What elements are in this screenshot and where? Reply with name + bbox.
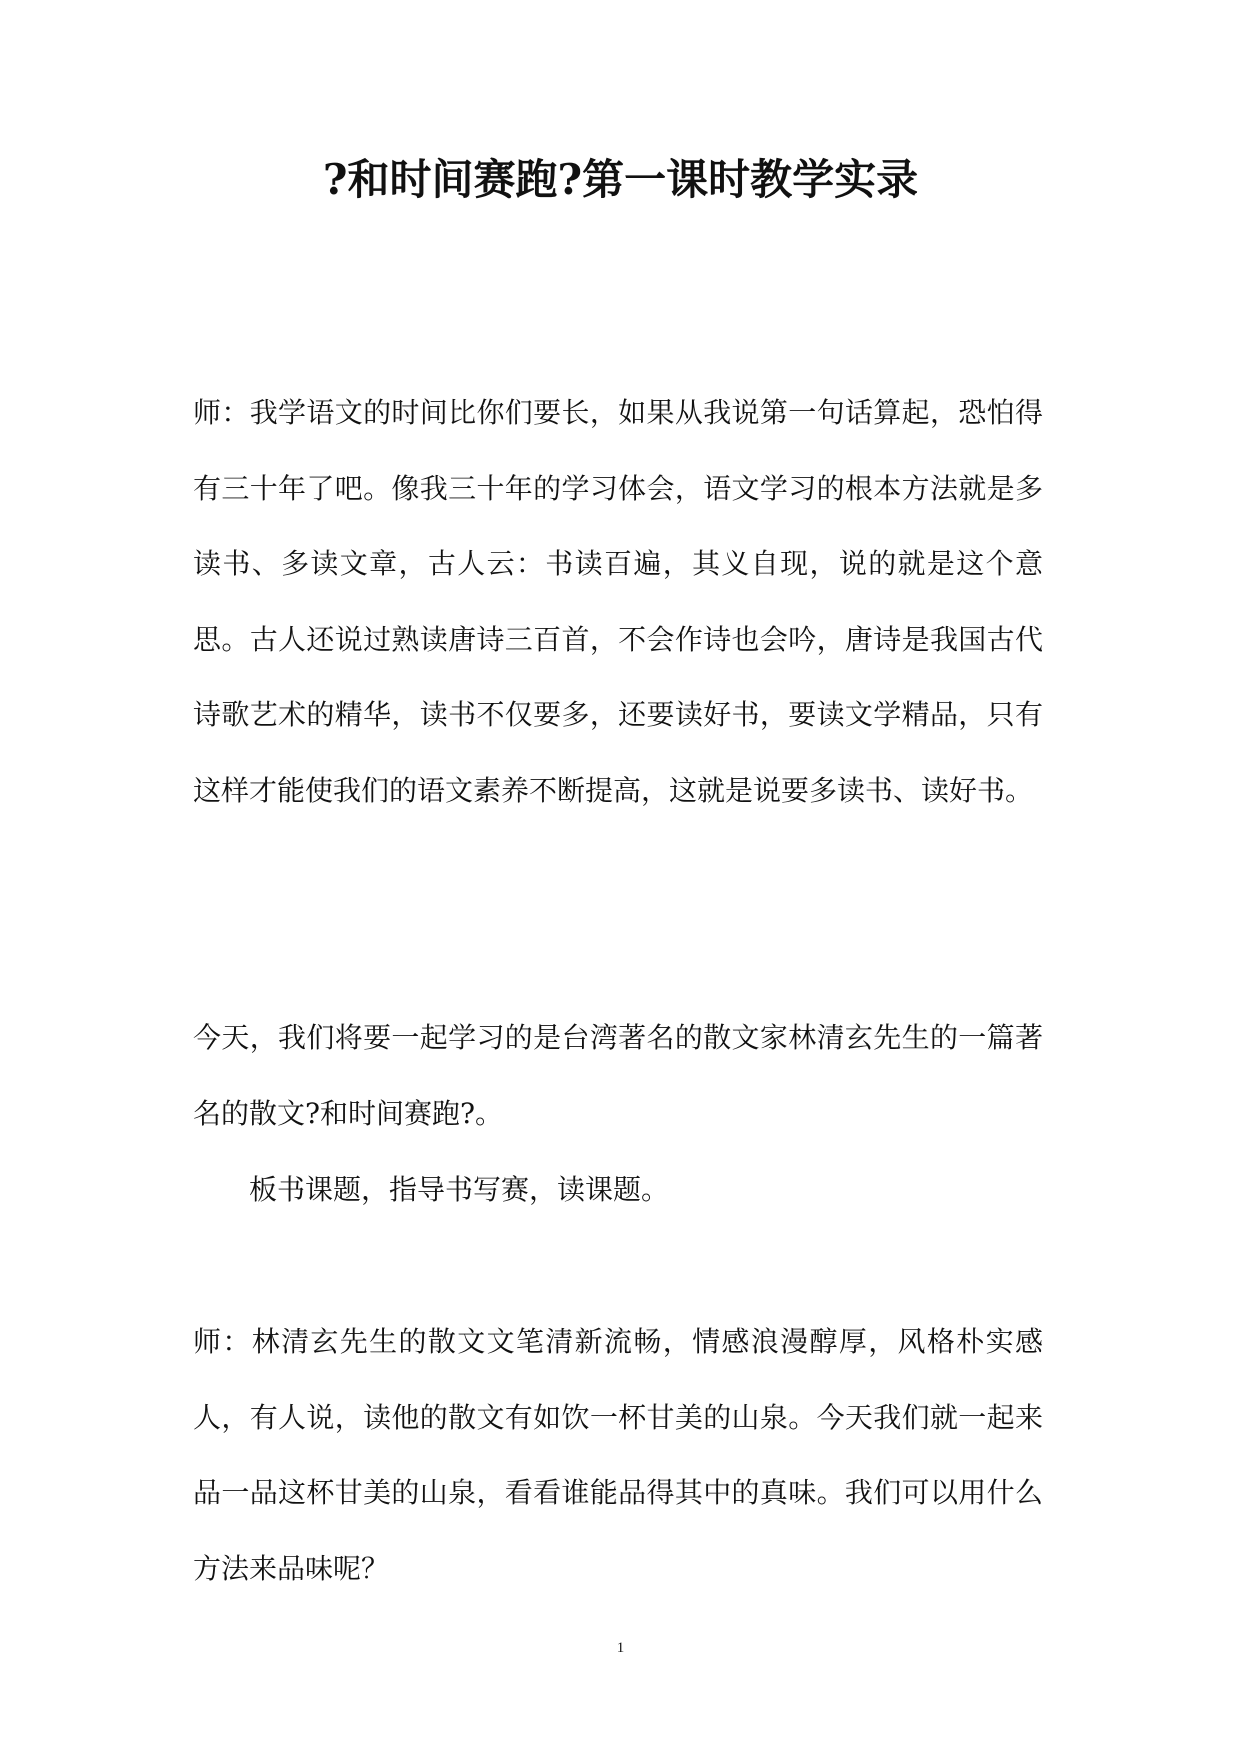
paragraph-board-writing: 板书课题，指导书写赛，读课题。 bbox=[249, 1173, 670, 1206]
paragraph-teacher-intro: 师：我学语文的时间比你们要长，如果从我说第一句话算起，恐怕得有三十年了吧。像我三十年的学习体会，语文学习的根本方法就是多读书、多读文章，古人云：书读百遍，其义自现，说的就是这个意思。古人还说过熟读唐诗三百首，不会作诗也会吟，唐诗是我国古代诗歌艺术的精华，读书不仅要多，还要读好书，要读文学精品，只有这样才能使我们的语文素养不断提高，这就是说要多读书、读好书。 bbox=[193, 396, 1043, 807]
document-title: ?和时间赛跑?第一课时教学实录 bbox=[322, 155, 919, 204]
paragraph-lesson-topic: 今天，我们将要一起学习的是台湾著名的散文家林清玄先生的一篇著名的散文?和时间赛跑?。 bbox=[193, 1021, 1043, 1130]
paragraph-teacher-question: 师：林清玄先生的散文文笔清新流畅，情感浪漫醇厚，风格朴实感人，有人说，读他的散文有如饮一杯甘美的山泉。今天我们就一起来品一品这杯甘美的山泉，看看谁能品得其中的真味。我们可以用什么方法来品味呢？ bbox=[193, 1325, 1043, 1585]
page-number: 1 bbox=[616, 1640, 625, 1656]
